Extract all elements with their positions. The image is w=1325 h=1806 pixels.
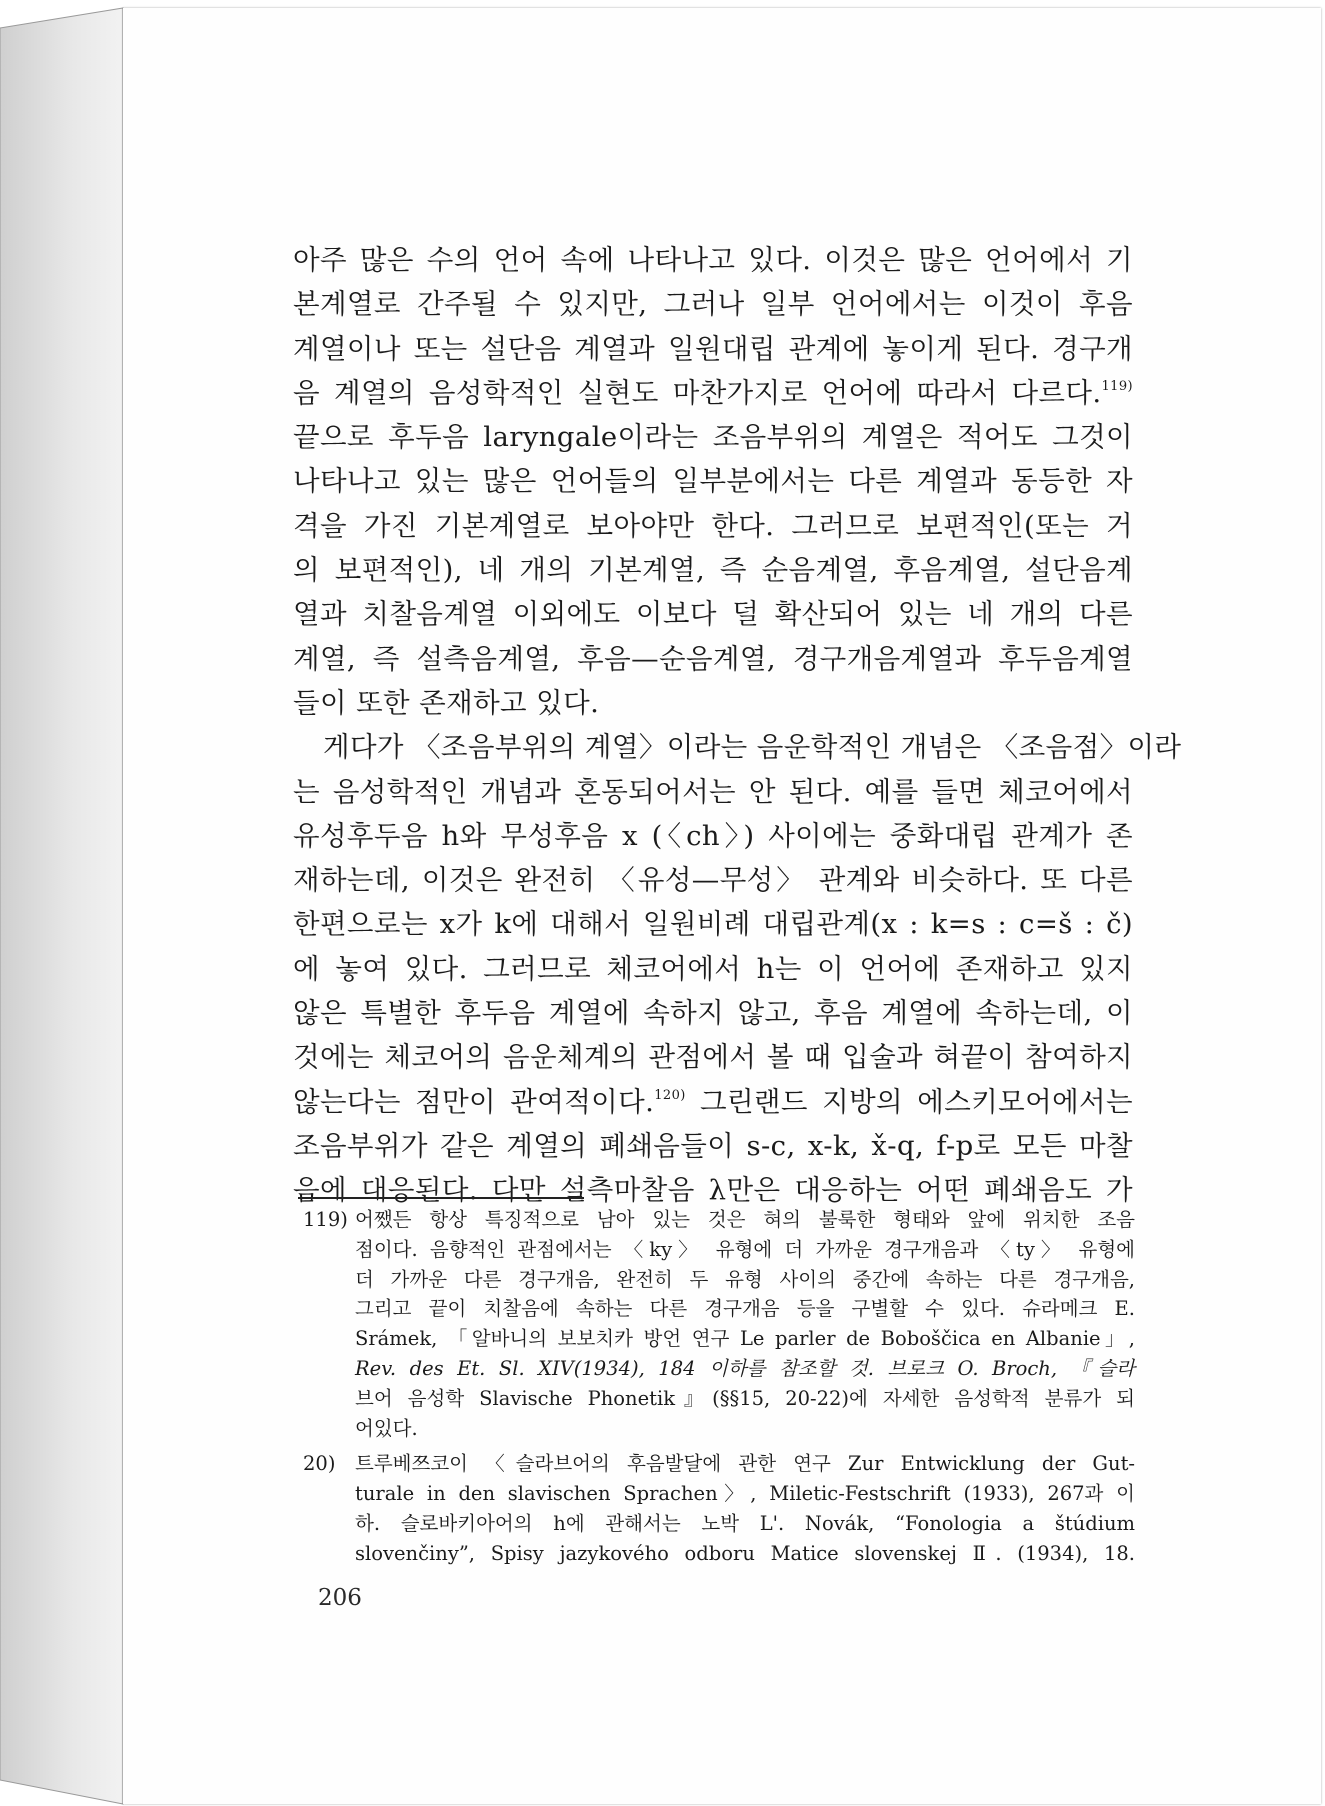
text-line: 열과 치찰음계열 이외에도 이보다 덜 확산되어 있는 네 개의 다른 [293, 598, 1133, 631]
footnote-divider [298, 1197, 584, 1199]
footnote-ref-120: 120) [654, 1087, 686, 1103]
footnote-line: 어쨌든 항상 특징적으로 남아 있는 것은 혀의 불룩한 형태와 앞에 위치한 조음 [355, 1208, 1135, 1231]
footnote-line: Rev. des Et. Sl. XIV(1934), 184 이하를 참조할 것. 브로크 O. Broch, 『슬라 [355, 1356, 1135, 1380]
text-line: 음에 대응된다. 다만 설측마찰음 λ만은 대응하는 어떤 폐쇄음도 가 [293, 1174, 1133, 1207]
text-line: 한편으로는 x가 k에 대해서 일원비례 대립관계(x : k=s : c=š : č) [293, 908, 1133, 941]
text-line: 조음부위가 같은 계열의 폐쇄음들이 s-c, x-k, x̌-q, f-p로 모든 마찰 [293, 1129, 1133, 1162]
footnote-line: 브어 음성학 Slavische Phonetik』(§§15, 20-22)에 자세한 음성학적 분류가 되 [355, 1386, 1135, 1410]
footnote-line: 트루베쯔코이 〈슬라브어의 후음발달에 관한 연구 Zur Entwicklung der Gut- [355, 1452, 1135, 1476]
footnote-line: 그리고 끝이 치찰음에 속하는 다른 경구개음 등을 구별할 수 있다. 슈라메크 E. [355, 1297, 1135, 1321]
text-line: 끝으로 후두음 laryngale이라는 조음부위의 계열은 적어도 그것이 [293, 421, 1133, 454]
text-line: 는 음성학적인 개념과 혼동되어서는 안 된다. 예를 들면 체코어에서 [293, 775, 1133, 808]
main-text [293, 238, 1182, 1213]
text-line: 아주 많은 수의 언어 속에 나타나고 있다. 이것은 많은 언어에서 기 [293, 244, 1133, 276]
footnote-number: 20) [303, 1452, 336, 1476]
page-number: 206 [318, 1585, 362, 1611]
footnote-line: slovenčiny”, Spisy jazykového odboru Matice slovenskej Ⅱ. (1934), 18. [355, 1541, 1135, 1565]
footnote-119 [303, 1205, 1135, 1443]
text-line: 게다가 〈조음부위의 계열〉이라는 음운학적인 개념은 〈조음점〉이라 [323, 731, 1182, 764]
text-line: 의 보편적인), 네 개의 기본계열, 즉 순음계열, 후음계열, 설단음계 [293, 554, 1133, 587]
footnotes [303, 1205, 1135, 1575]
text-line [293, 371, 1133, 415]
text-line: 격을 가진 기본계열로 보아야만 한다. 그러므로 보편적인(또는 거 [293, 509, 1133, 542]
text-line: 본계열로 간주될 수 있지만, 그러나 일부 언어에서는 이것이 후음 [293, 288, 1133, 321]
paragraph-2 [293, 725, 1182, 1212]
text-line: 계열, 즉 설측음계열, 후음—순음계열, 경구개음계열과 후두음계열 [293, 642, 1133, 675]
text-line: 재하는데, 이것은 완전히 〈유성—무성〉 관계와 비슷하다. 또 다른 [293, 864, 1133, 897]
text-line: 유성후두음 h와 무성후음 x (〈ch〉) 사이에는 중화대립 관계가 존 [293, 819, 1133, 852]
text-line-content: 음 계열의 음성학적인 실현도 마찬가지로 언어에 따라서 다르다. [293, 376, 1102, 409]
text-line-content: 않는다는 점만이 관여적이다. [293, 1085, 655, 1118]
text-line: 계열이나 또는 설단음 계열과 일원대립 관계에 놓이게 된다. 경구개 [293, 332, 1133, 365]
footnote-line: Srámek, 「알바니의 보보치카 방언 연구 Le parler de Boboščica en Albanie」, [355, 1327, 1135, 1351]
text-line: 않은 특별한 후두음 계열에 속하지 않고, 후음 계열에 속하는데, 이 [293, 997, 1133, 1030]
footnote-line: 하. 슬로바키아어의 h에 관해서는 노박 L'. Novák, “Fonologia a štúdium [355, 1511, 1135, 1535]
paragraph-1 [293, 238, 1133, 725]
footnote-line: turale in den slavischen Sprachen〉, Miletic-Festschrift (1933), 267과 이 [355, 1482, 1135, 1506]
footnote-line: 더 가까운 다른 경구개음, 완전히 두 유형 사이의 중간에 속하는 다른 경구개음, [355, 1267, 1135, 1291]
text-line [293, 1080, 1133, 1124]
text-line: 들이 또한 존재하고 있다. [293, 686, 600, 719]
footnote-number: 119) [303, 1208, 348, 1231]
book-spine [0, 0, 130, 1806]
text-line: 에 놓여 있다. 그러므로 체코어에서 h는 이 언어에 존재하고 있지 [293, 952, 1133, 985]
footnote-line: 어있다. [355, 1416, 418, 1440]
footnote-120 [303, 1449, 1135, 1568]
text-line-tail: 그린랜드 지방의 에스키모어에서는 [700, 1085, 1133, 1118]
text-line: 나타나고 있는 많은 언어들의 일부분에서는 다른 계열과 동등한 자 [293, 465, 1133, 498]
text-line: 것에는 체코어의 음운체계의 관점에서 볼 때 입술과 혀끝이 참여하지 [293, 1041, 1133, 1074]
footnote-ref-119: 119) [1101, 378, 1133, 394]
footnote-line: 점이다. 음향적인 관점에서는 〈ky〉 유형에 더 가까운 경구개음과 〈ty〉 유형에 [355, 1237, 1135, 1261]
